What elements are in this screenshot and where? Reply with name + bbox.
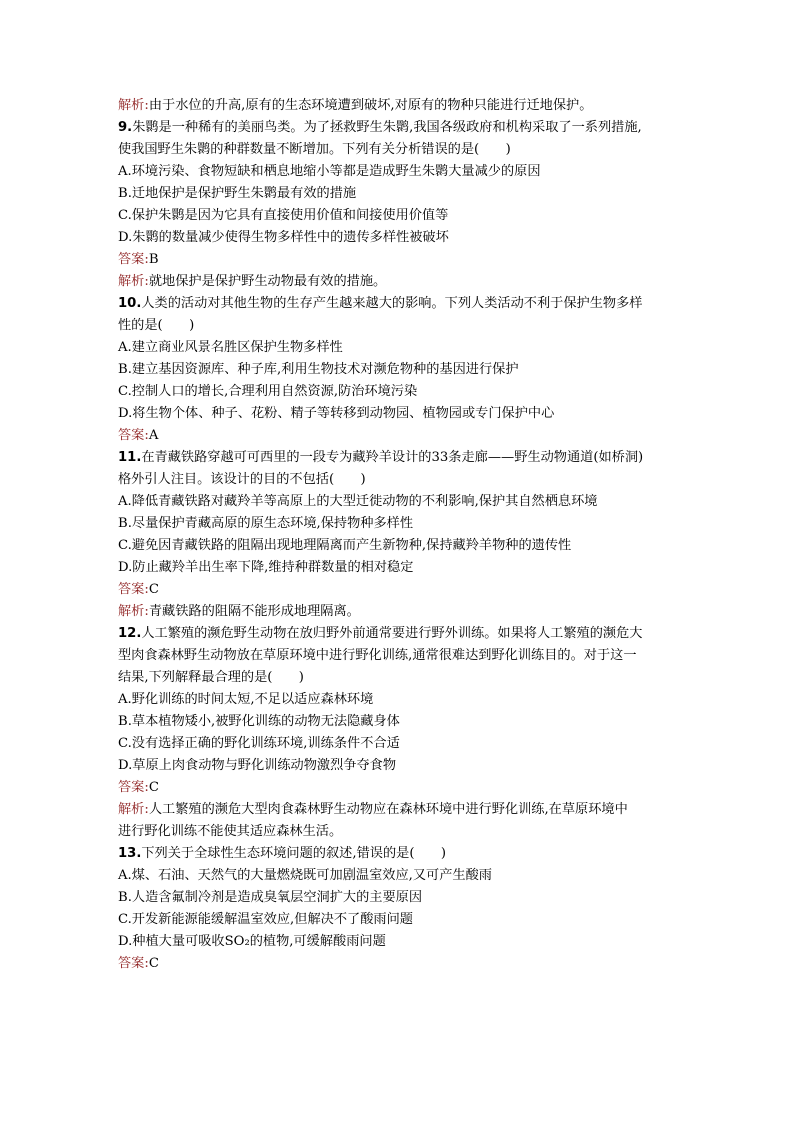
text-line [118,183,684,205]
answer-label: 答案: [118,428,149,443]
question-line [118,447,684,469]
answer-line [118,579,684,601]
line-text: B.人造含氟制冷剂是造成臭氧层空洞扩大的主要原因 [118,890,423,905]
text-line [118,359,684,381]
analysis-line [118,799,684,821]
text-line [118,557,684,579]
text-line [118,821,684,843]
line-text: C.开发新能源能缓解温室效应,但解决不了酸雨问题 [118,912,413,927]
question-text: 朱鹮是一种稀有的美丽鸟类。为了拯救野生朱鹮,我国各级政府和机构采取了一系列措施, [132,120,642,135]
text-line [118,139,684,161]
answer-value: C [148,582,159,597]
analysis-label: 解析: [118,604,149,619]
analysis-text: 由于水位的升高,原有的生态环境遭到破坏,对原有的物种只能进行迁地保护。 [148,98,593,113]
line-text: D.将生物个体、种子、花粉、精子等转移到动物园、植物园或专门保护中心 [118,406,555,421]
text-line [118,315,684,337]
text-line [118,337,684,359]
question-line [118,843,684,865]
text-line [118,887,684,909]
question-line [118,117,684,139]
text-line [118,667,684,689]
answer-line [118,249,684,271]
question-number: 9. [118,120,133,135]
question-number: 13. [118,846,142,861]
line-text: B.迁地保护是保护野生朱鹮最有效的措施 [118,186,357,201]
line-text: D.草原上肉食动物与野化训练动物激烈争夺食物 [118,758,397,773]
text-line [118,469,684,491]
text-line [118,909,684,931]
question-text: 人工繁殖的濒危野生动物在放归野外前通常要进行野外训练。如果将人工繁殖的濒危大 [141,626,643,641]
text-line [118,381,684,403]
analysis-line [118,271,684,293]
answer-value: C [148,780,159,795]
line-text: C.避免因青藏铁路的阻隔出现地理隔离而产生新物种,保持藏羚羊物种的遗传性 [118,538,572,553]
text-line [118,227,684,249]
question-number: 12. [118,626,142,641]
analysis-line [118,95,684,117]
text-line [118,403,684,425]
text-line [118,733,684,755]
answer-line [118,777,684,799]
question-text: 下列关于全球性生态环境问题的叙述,错误的是( ) [141,846,446,861]
answer-value: C [148,956,159,971]
answer-value: B [148,252,159,267]
text-line [118,645,684,667]
line-text: A.建立商业风景名胜区保护生物多样性 [118,340,343,355]
line-text: A.环境污染、食物短缺和栖息地缩小等都是造成野生朱鹮大量减少的原因 [118,164,541,179]
analysis-label: 解析: [118,802,149,817]
line-text: C.保护朱鹮是因为它具有直接使用价值和间接使用价值等 [118,208,449,223]
line-text: B.草本植物矮小,被野化训练的动物无法隐藏身体 [118,714,400,729]
text-line [118,711,684,733]
line-text: 结果,下列解释最合理的是( ) [118,670,304,685]
line-text: 使我国野生朱鹮的种群数量不断增加。下列有关分析错误的是( ) [118,142,511,157]
analysis-text: 青藏铁路的阻隔不能形成地理隔离。 [148,604,360,619]
question-number: 11. [118,450,142,465]
answer-label: 答案: [118,582,149,597]
line-text: 型肉食森林野生动物放在草原环境中进行野化训练,通常很难达到野化训练目的。对于这一 [118,648,637,663]
analysis-text: 就地保护是保护野生动物最有效的措施。 [148,274,387,289]
analysis-label: 解析: [118,274,149,289]
line-text: C.控制人口的增长,合理利用自然资源,防治环境污染 [118,384,418,399]
analysis-label: 解析: [118,98,149,113]
line-text: C.没有选择正确的野化训练环境,训练条件不合适 [118,736,400,751]
answer-label: 答案: [118,956,149,971]
text-line [118,205,684,227]
line-text: D.种植大量可吸收SO₂的植物,可缓解酸雨问题 [118,934,386,949]
answer-label: 答案: [118,252,149,267]
line-text: 格外引人注目。该设计的目的不包括( ) [118,472,366,487]
answer-line [118,425,684,447]
question-text: 人类的活动对其他生物的生存产生越来越大的影响。下列人类活动不利于保护生物多样 [141,296,643,311]
text-line [118,931,684,953]
answer-label: 答案: [118,780,149,795]
text-line [118,689,684,711]
answer-value: A [148,428,159,443]
text-line [118,491,684,513]
text-line [118,535,684,557]
analysis-text: 人工繁殖的濒危大型肉食森林野生动物应在森林环境中进行野化训练,在草原环境中 [148,802,628,817]
line-text: A.煤、石油、天然气的大量燃烧既可加剧温室效应,又可产生酸雨 [118,868,492,883]
line-text: 性的是( ) [118,318,195,333]
question-text: 在青藏铁路穿越可可西里的一段专为藏羚羊设计的33条走廊——野生动物通道(如桥洞) [141,450,644,465]
line-text: D.朱鹮的数量减少使得生物多样性中的遗传多样性被破坏 [118,230,449,245]
text-line [118,755,684,777]
text-line [118,161,684,183]
question-line [118,623,684,645]
line-text: D.防止藏羚羊出生率下降,维持种群数量的相对稳定 [118,560,414,575]
line-text: A.降低青藏铁路对藏羚羊等高原上的大型迁徙动物的不利影响,保护其自然栖息环境 [118,494,598,509]
line-text: B.尽量保护青藏高原的原生态环境,保持物种多样性 [118,516,414,531]
text-line [118,865,684,887]
line-text: A.野化训练的时间太短,不足以适应森林环境 [118,692,374,707]
line-text: B.建立基因资源库、种子库,利用生物技术对濒危物种的基因进行保护 [118,362,519,377]
document-page [118,95,684,975]
text-line [118,513,684,535]
line-text: 进行野化训练不能使其适应森林生活。 [118,824,343,839]
question-line [118,293,684,315]
analysis-line [118,601,684,623]
question-number: 10. [118,296,142,311]
answer-line [118,953,684,975]
